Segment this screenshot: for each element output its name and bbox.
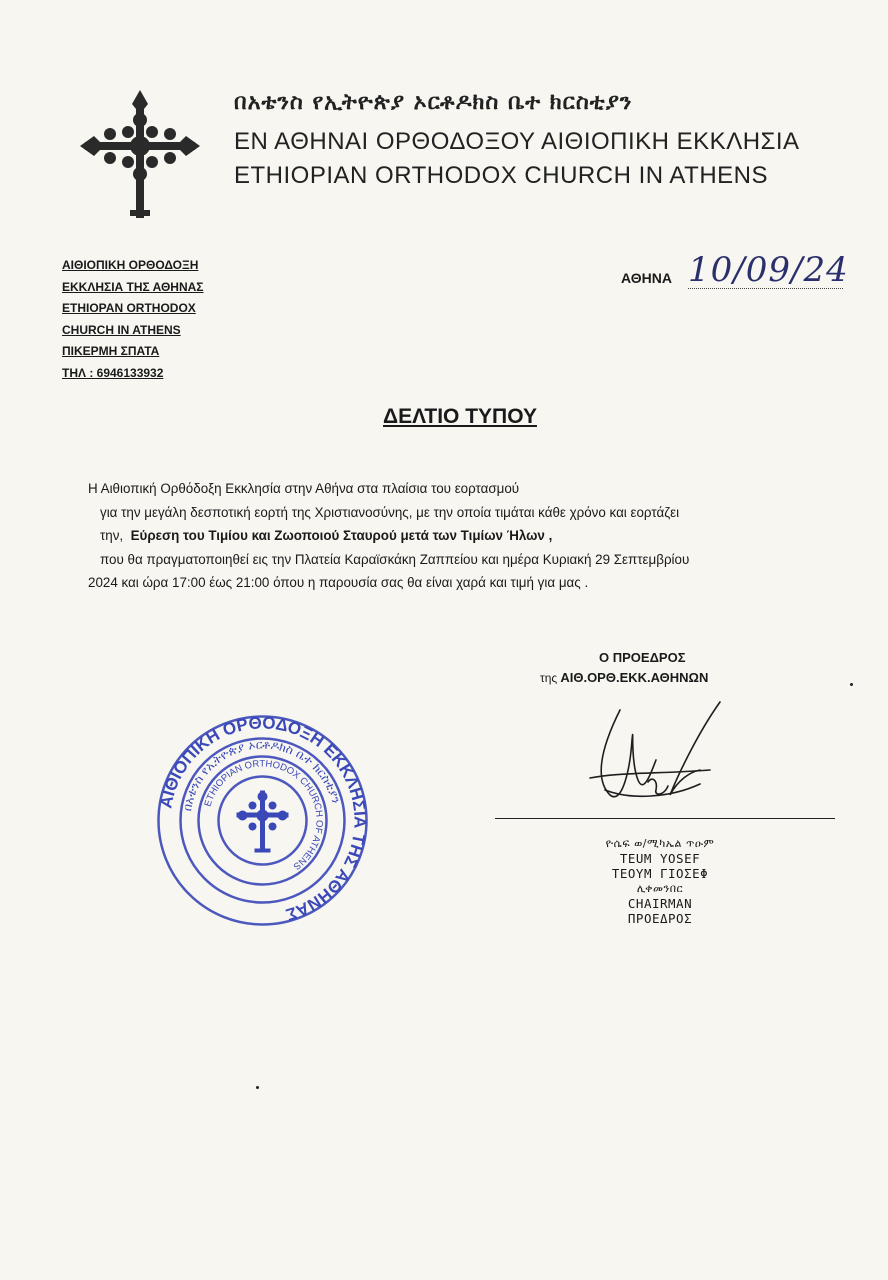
header-amharic: በአቴንስ የኢትዮጵያ ኦርቶዶክስ ቤተ ክርስቲያን — [234, 90, 633, 115]
body-line — [88, 524, 818, 548]
stamp-line-amharic-name: ዮሴፍ ወ/ሚካኤል ጥዑም — [605, 837, 715, 850]
stamp-line: ΠΡΟΕΔΡΟΣ — [627, 911, 693, 926]
body-line: 2024 και ώρα 17:00 έως 21:00 όπου η παρουσία σας θα είναι χαρά και τιμή για μας . — [88, 575, 589, 590]
address-line: ΠΙΚΕΡΜΗ ΣΠΑΤΑ — [62, 344, 160, 358]
document-title — [0, 405, 888, 429]
stamp-line: TEUM YOSEF — [619, 851, 701, 866]
stamp-line: ΤΕΟΥΜ ΓΙΟΣΕΦ — [611, 866, 709, 881]
seal-middle-text: በአቴንስ የኢትዮጵያ ኦርቶዶክስ ቤተ ክርስቲያን — [180, 737, 344, 812]
seal-outer-text: ΑΙΘΙΟΠΙΚΗ ΟΡΘΟΔΟΞΗ ΕΚΚΛΗΣΙΑ ΤΗΣ ΑΘΗΝΑΣ — [156, 713, 370, 925]
address-block — [62, 255, 204, 384]
body-line-prefix: την, — [100, 528, 124, 543]
body-line: για την μεγάλη δεσποτική εορτή της Χριστιανοσύνης, με την οποία τιμάται κάθε χρόνο και εορτάζει — [100, 504, 680, 520]
stamp-line: CHAIRMAN — [627, 896, 693, 911]
address-line: ΑΙΘΙΟΠΙΚΗ ΟΡΘΟΔΟΞΗ — [62, 258, 199, 272]
document-title-text: ΔΕΛΤΙΟ ΤΥΠΟΥ — [383, 405, 537, 428]
body-text — [88, 477, 818, 595]
signature-line — [495, 818, 835, 819]
chairman-name-stamp — [560, 836, 760, 926]
speck — [256, 1086, 259, 1089]
address-phone: ΤΗΛ : 6946133932 — [62, 365, 164, 380]
president-org-name: ΑΙΘ.ΟΡΘ.ΕΚΚ.ΑΘΗΝΩΝ — [560, 670, 709, 685]
dateline-date: 10/09/24 — [688, 250, 849, 290]
president-signature — [560, 700, 760, 815]
address-line: CHURCH IN ATHENS — [62, 322, 181, 337]
dateline-city: ΑΘΗΝΑ — [621, 270, 672, 286]
seal-inner-text: ETHIOPIAN ORTHODOX CHURCH OF ATHENS — [202, 758, 325, 872]
body-line: Η Αιθιοπική Ορθόδοξη Εκκλησία στην Αθήνα στα πλαίσια του εορτασμού — [88, 481, 520, 496]
feast-name: Εύρεση του Τιμίου και Ζωοποιού Σταυρού μετά των Τιμίων Ήλων , — [130, 528, 553, 543]
body-line: που θα πραγματοποιηθεί εις την Πλατεία Καραϊσκάκη Ζαππείου και ημέρα Κυριακή 29 Σεπτεμβρίου — [100, 551, 690, 567]
address-line: ΕΚΚΛΗΣΙΑ ΤΗΣ ΑΘΗΝΑΣ — [62, 279, 204, 294]
seal-cross-icon — [237, 791, 289, 853]
ethiopian-cross-logo — [80, 90, 200, 220]
president-title: Ο ΠΡΟΕΔΡΟΣ — [599, 650, 686, 665]
stamp-line-amharic-title: ሊቀመንበር — [636, 882, 684, 895]
date-dotted-line — [688, 288, 843, 289]
header-english: ETHIOPIAN ORTHODOX CHURCH IN ATHENS — [234, 162, 768, 189]
president-prefix: της — [540, 671, 558, 685]
speck — [850, 683, 853, 686]
header-greek: ΕΝ ΑΘΗΝΑΙ ΟΡΘΟΔΟΞΟΥ ΑΙΘΙΟΠΙΚΗ ΕΚΚΛΗΣΙΑ — [234, 128, 800, 155]
church-seal — [155, 713, 370, 928]
address-line: ETHIOPAN ORTHODOX — [62, 301, 196, 315]
president-org — [540, 670, 708, 685]
